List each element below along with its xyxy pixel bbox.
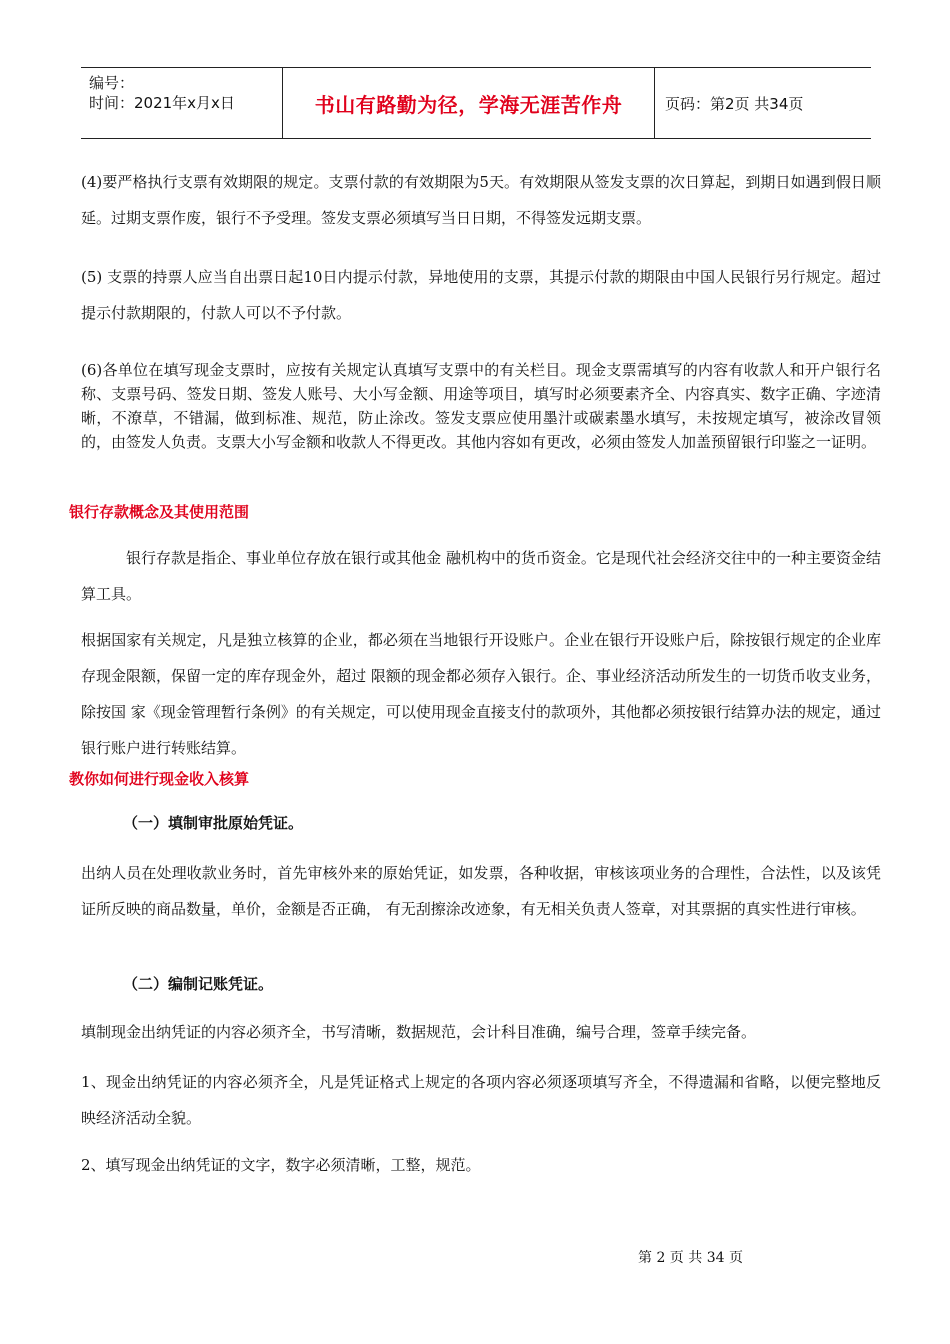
section-title-cash-income: 教你如何进行现金收入核算 (69, 770, 250, 788)
paragraph-6: (6)各单位在填写现金支票时，应按有关规定认真填写支票中的有关栏目。现金支票需填写的内容有收款人和开户银行名称、支票号码、签发日期、签发人账号、大小写金额、用途等项目，填写时必须要素齐全、内容真实、数字正确、字迹清晰，不潦草，不错漏，做到标准、规范，防止涂改。签发支票应使用墨汁或碳素墨水填写，未按规定填写，被涂改冒领的，由签发人负责。支票大小写金额和收款人不得更改。其他内容如有更改，必须由签发人加盖预留银行印鉴之一证明。 (81, 361, 881, 451)
header-motto-cell (283, 68, 655, 138)
header-meta-cell (81, 68, 283, 138)
cash-income-paragraph-4: 2、填写现金出纳凭证的文字，数字必须清晰，工整，规范。 (81, 1156, 481, 1174)
subheading-1: （一）填制审批原始凭证。 (123, 814, 304, 832)
header-page-cell (655, 68, 871, 138)
cash-income-paragraph-2: 填制现金出纳凭证的内容必须齐全，书写清晰，数据规范，会计科目准确，编号合理，签章手续完备。 (81, 1023, 757, 1041)
paragraph-4: (4)要严格执行支票有效期限的规定。支票付款的有效期限为5天。有效期限从签发支票的次日算起，到期日如遇到假日顺延。过期支票作废，银行不予受理。签发支票必须填写当日日期，不得签发远期支票。 (81, 173, 881, 227)
section-title-bank-deposit: 银行存款概念及其使用范围 (69, 503, 250, 521)
document-header (81, 67, 871, 139)
bank-deposit-paragraph-1: 银行存款是指企、事业单位存放在银行或其他金 融机构中的货币资金。它是现代社会经济交往中的一种主要资金结算工具。 (81, 549, 881, 603)
number-label: 编号： (89, 74, 135, 92)
motto-text: 书山有路勤为径，学海无涯苦作舟 (314, 92, 623, 117)
paragraph-5: (5) 支票的持票人应当自出票日起10日内提示付款，异地使用的支票，其提示付款的期限由中国人民银行另行规定。超过提示付款期限的，付款人可以不予付款。 (81, 268, 881, 322)
cash-income-paragraph-1: 出纳人员在处理收款业务时，首先审核外来的原始凭证，如发票，各种收据，审核该项业务的合理性，合法性，以及该凭证所反映的商品数量，单价，金额是否正确， 有无刮擦涂改迹象，有无相关负责人签章，对其票据的真实性进行审核。 (81, 864, 881, 918)
page-info: 页码：第2页 共34页 (665, 94, 804, 113)
subheading-2: （二）编制记账凭证。 (123, 975, 274, 993)
cash-income-paragraph-3: 1、现金出纳凭证的内容必须齐全，凡是凭证格式上规定的各项内容必须逐项填写齐全，不得遗漏和省略，以便完整地反映经济活动全貌。 (81, 1073, 881, 1127)
bank-deposit-paragraph-2: 根据国家有关规定，凡是独立核算的企业，都必须在当地银行开设账户。企业在银行开设账户后，除按银行规定的企业库存现金限额，保留一定的库存现金外，超过 限额的现金都必须存入银行。企、事业经济活动所发生的一切货币收支业务，除按国 家《现金管理暂行条例》的有关规定，可以使用现金直接支付的款项外，其他都必须按银行结算办法的规定，通过银行账户进行转账结算。 (81, 631, 881, 757)
page-footer (0, 1247, 950, 1267)
footer-page-number: 第 2 页 共 34 页 (638, 1250, 743, 1266)
time-label: 时间：2021年x月x日 (89, 94, 235, 112)
